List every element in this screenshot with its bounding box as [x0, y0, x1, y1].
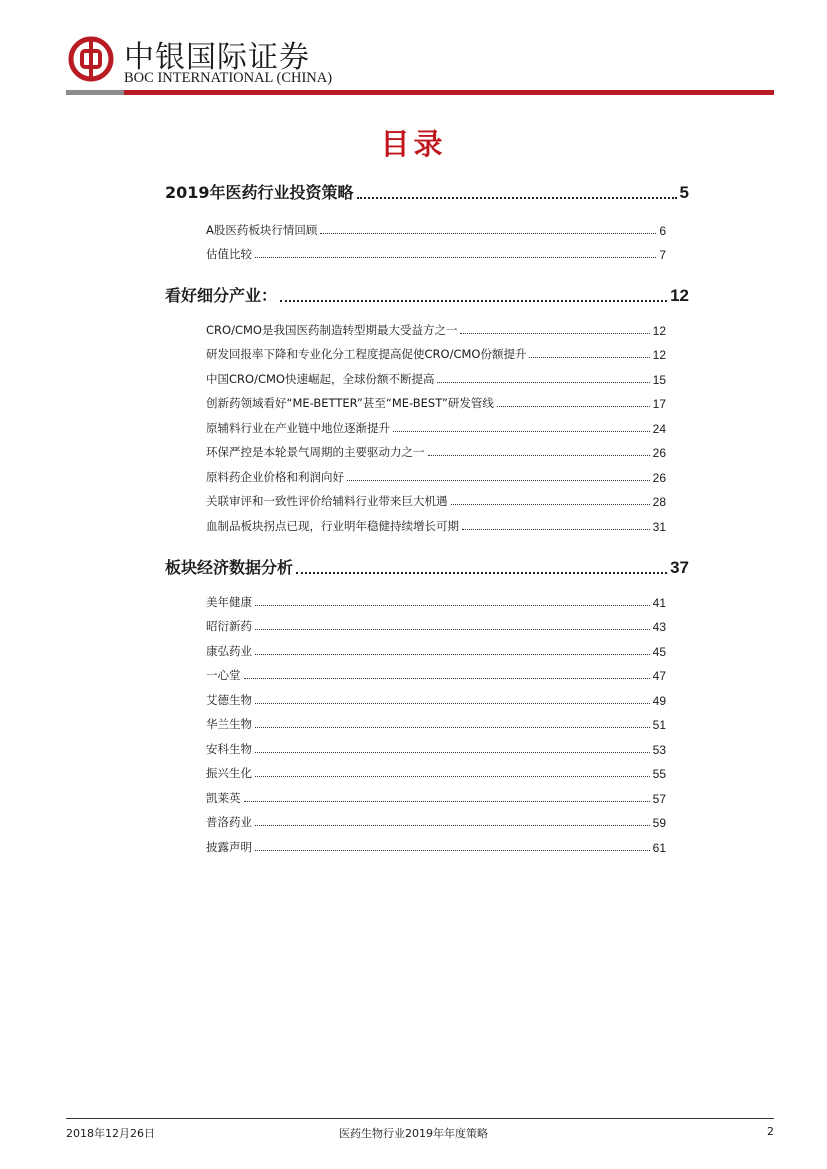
toc-item-label: 华兰生物	[206, 717, 252, 731]
toc-item-page: 59	[652, 816, 666, 830]
toc-item-label: 美年健康	[206, 595, 252, 609]
toc-item-label: 振兴生化	[206, 766, 252, 780]
toc-leader-dots	[255, 654, 650, 655]
toc-item-label: 研发回报率下降和专业化分工程度提高促使CRO/CMO份额提升	[206, 347, 527, 361]
brand-name-cn: 中银国际证券	[124, 40, 310, 75]
toc-section[interactable]	[165, 283, 689, 306]
toc-item-label: CRO/CMO是我国医药制造转型期最大受益方之一	[206, 323, 458, 337]
toc-item-label: 关联审评和一致性评价给辅料行业带来巨大机遇	[206, 494, 448, 508]
toc-title: 目录	[380, 127, 447, 161]
toc-item-page: 31	[652, 520, 666, 534]
toc-item[interactable]	[206, 643, 666, 659]
toc-item-label: 康弘药业	[206, 644, 252, 658]
toc-leader-dots	[347, 480, 650, 481]
toc-item-page: 17	[652, 397, 666, 411]
footer-date: 2018年12月26日	[66, 1127, 155, 1140]
toc-item-page: 53	[652, 743, 666, 757]
toc-leader-dots	[460, 333, 649, 334]
toc-item-label: 普洛药业	[206, 815, 252, 829]
toc-leader-dots	[529, 357, 649, 358]
header	[66, 32, 774, 98]
toc-section[interactable]	[165, 555, 689, 578]
toc-section-label: 看好细分产业：	[165, 286, 278, 305]
footer-rule	[66, 1118, 774, 1119]
toc-item-label: 一心堂	[206, 668, 241, 682]
toc-item-page: 43	[652, 620, 666, 634]
toc-leader-dots	[255, 629, 650, 630]
toc-item-page: 28	[652, 495, 666, 509]
toc-leader-dots	[393, 431, 650, 432]
toc-leader-dots	[296, 572, 667, 574]
toc-item-page: 15	[652, 373, 666, 387]
toc-leader-dots	[255, 825, 650, 826]
toc-leader-dots	[255, 776, 650, 777]
toc-leader-dots	[255, 257, 656, 258]
toc-item[interactable]	[206, 765, 666, 781]
toc-leader-dots	[255, 605, 650, 606]
toc-item-page: 55	[652, 767, 666, 781]
toc-item[interactable]	[206, 371, 666, 387]
brand-name-en: BOC INTERNATIONAL (CHINA)	[124, 70, 333, 86]
toc-leader-dots	[255, 850, 650, 851]
boc-logo-icon	[68, 36, 114, 82]
toc-section-page: 5	[679, 183, 689, 202]
toc-item[interactable]	[206, 716, 666, 732]
toc-item[interactable]	[206, 222, 666, 238]
toc-leader-dots	[451, 504, 650, 505]
toc-item-label: 原料药企业价格和利润向好	[206, 470, 344, 484]
footer-report-title: 医药生物行业2019年年度策略	[339, 1127, 488, 1140]
toc-leader-dots	[255, 727, 650, 728]
toc-section[interactable]	[165, 180, 689, 203]
toc-item[interactable]	[206, 741, 666, 757]
toc-item[interactable]	[206, 420, 666, 436]
toc-item-page: 26	[652, 471, 666, 485]
toc-leader-dots	[437, 382, 649, 383]
toc-item-label: 环保严控是本轮景气周期的主要驱动力之一	[206, 445, 425, 459]
toc-item[interactable]	[206, 790, 666, 806]
toc-item[interactable]	[206, 518, 666, 534]
toc-item[interactable]	[206, 346, 666, 362]
toc-item-page: 45	[652, 645, 666, 659]
toc-item-page: 26	[652, 446, 666, 460]
toc-leader-dots	[462, 529, 650, 530]
toc-section-label: 板块经济数据分析	[165, 558, 294, 577]
toc-section-page: 12	[670, 286, 689, 305]
toc-leader-dots	[255, 703, 650, 704]
toc-item-page: 57	[652, 792, 666, 806]
toc-item[interactable]	[206, 594, 666, 610]
toc-leader-dots	[428, 455, 650, 456]
toc-item-page: 7	[659, 248, 666, 262]
toc-item-label: 昭衍新药	[206, 619, 252, 633]
toc-item-label: 血制品板块拐点已现，行业明年稳健持续增长可期	[206, 519, 459, 533]
toc-item-page: 49	[652, 694, 666, 708]
toc-item-page: 12	[652, 348, 666, 362]
toc-leader-dots	[244, 801, 650, 802]
toc-item-label: 创新药领域看好“ME-BETTER”甚至“ME-BEST”研发管线	[206, 396, 494, 410]
toc-section-page: 37	[670, 558, 689, 577]
toc-item-label: 披露声明	[206, 840, 252, 854]
toc-item-label: 艾德生物	[206, 693, 252, 707]
toc-item-page: 24	[652, 422, 666, 436]
footer-page-number: 2	[767, 1125, 774, 1138]
toc-item-label: 凯莱英	[206, 791, 241, 805]
toc-item-page: 41	[652, 596, 666, 610]
toc-item-page: 61	[652, 841, 666, 855]
toc-item-page: 47	[652, 669, 666, 683]
toc-item[interactable]	[206, 322, 666, 338]
toc-item[interactable]	[206, 692, 666, 708]
toc-item-page: 12	[652, 324, 666, 338]
toc-item-page: 51	[652, 718, 666, 732]
toc-leader-dots	[280, 300, 667, 302]
toc-item[interactable]	[206, 469, 666, 485]
toc-item-page: 6	[659, 224, 666, 238]
toc-item-label: A股医药板块行情回顾	[206, 223, 318, 237]
toc-item-label: 估值比较	[206, 247, 252, 261]
toc-leader-dots	[320, 233, 656, 234]
toc-item[interactable]	[206, 444, 666, 460]
toc-leader-dots	[255, 752, 650, 753]
toc-item[interactable]	[206, 246, 666, 262]
toc-item[interactable]	[206, 493, 666, 509]
toc-item-label: 安科生物	[206, 742, 252, 756]
toc-item[interactable]	[206, 839, 666, 855]
header-rule-red	[124, 90, 774, 95]
toc-item[interactable]	[206, 667, 666, 683]
toc-item[interactable]	[206, 814, 666, 830]
toc-item-label: 原辅料行业在产业链中地位逐渐提升	[206, 421, 390, 435]
header-rule-gray	[66, 90, 124, 95]
toc-section-label: 2019年医药行业投资策略	[165, 183, 354, 202]
toc-leader-dots	[244, 678, 650, 679]
toc-item-label: 中国CRO/CMO快速崛起，全球份额不断提高	[206, 372, 435, 386]
toc-leader-dots	[497, 406, 650, 407]
toc-item[interactable]	[206, 618, 666, 634]
toc-leader-dots	[357, 197, 677, 199]
toc-item[interactable]	[206, 395, 666, 411]
